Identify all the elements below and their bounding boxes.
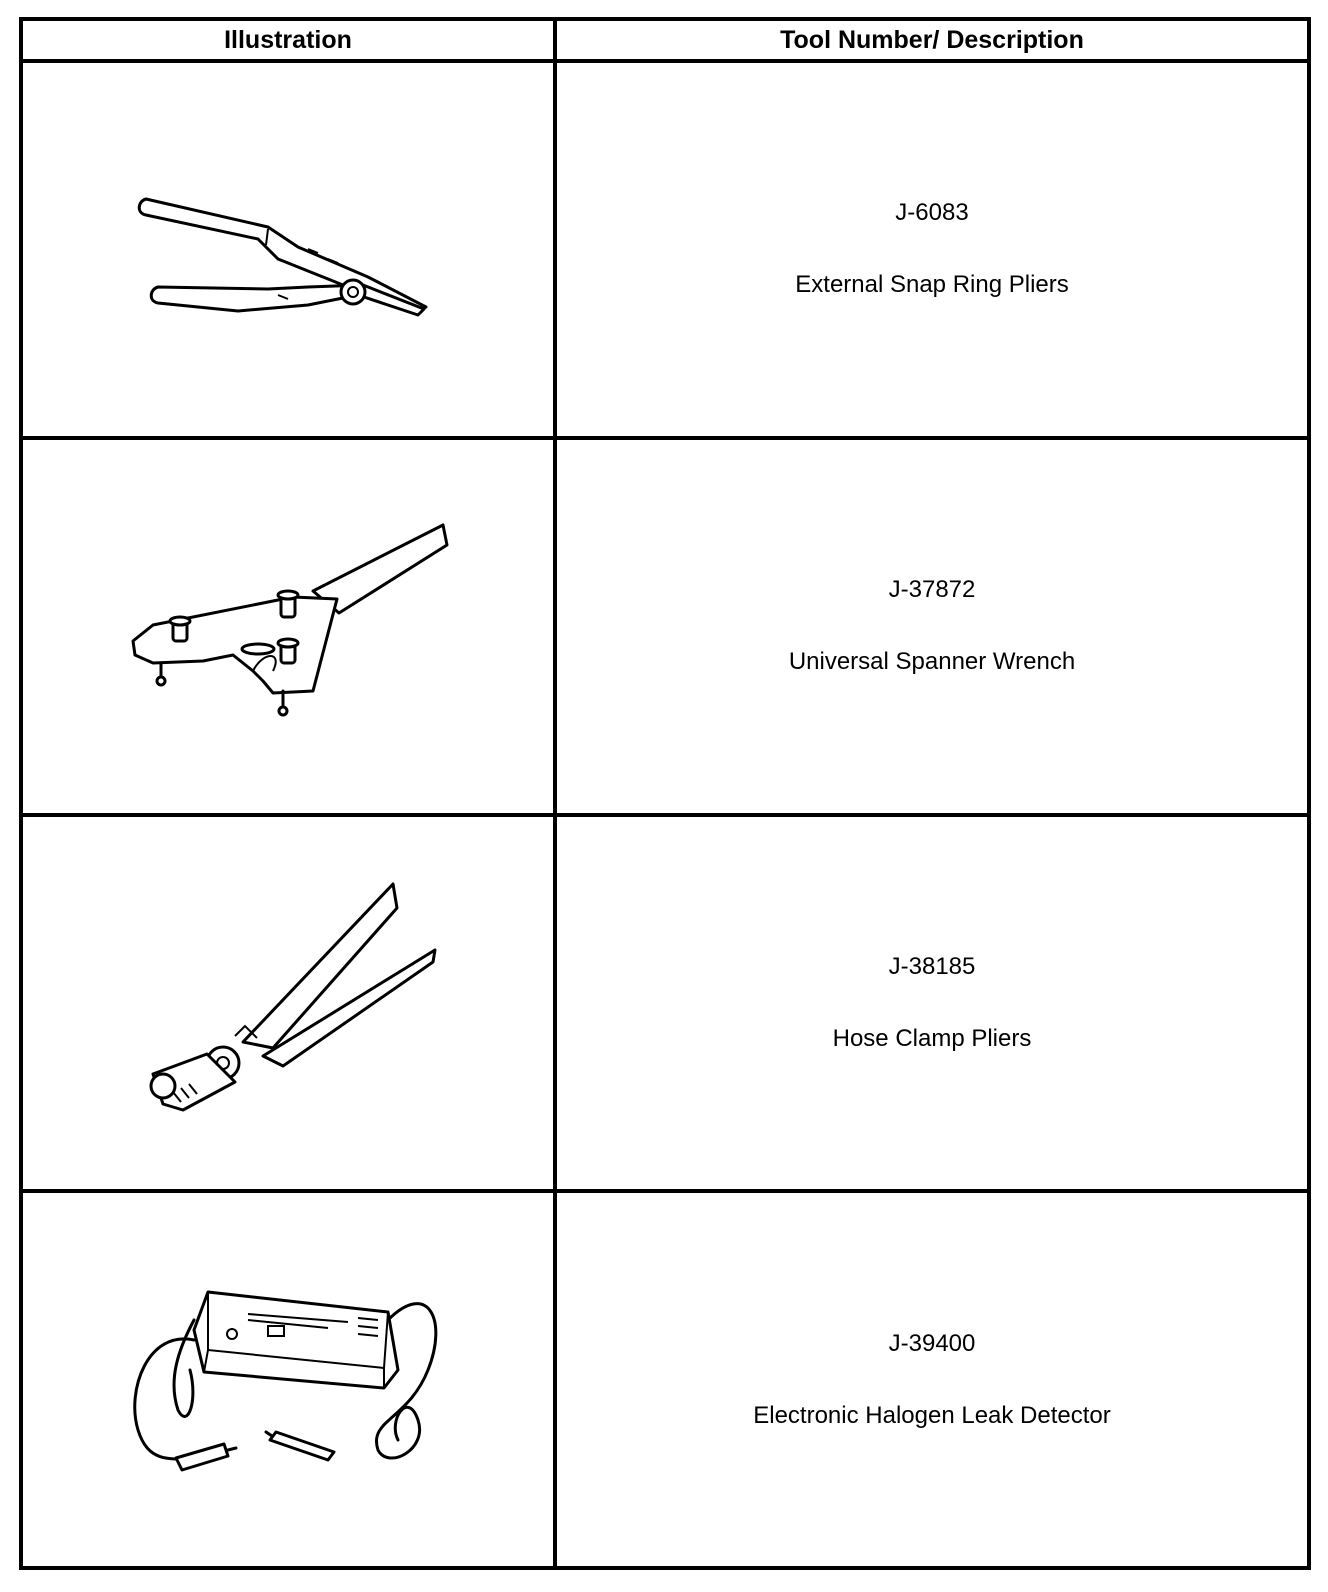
illustration-cell — [21, 1191, 555, 1568]
description-cell — [555, 61, 1309, 438]
tool-number: J-39400 — [888, 1329, 976, 1357]
table-row — [21, 438, 1309, 815]
header-illustration: Illustration — [21, 19, 555, 61]
tool-table — [19, 17, 1311, 1570]
tool-description: Hose Clamp Pliers — [832, 1024, 1032, 1052]
tool-number: J-38185 — [888, 952, 976, 980]
description-cell — [555, 1191, 1309, 1568]
tool-description: Electronic Halogen Leak Detector — [753, 1401, 1111, 1429]
tool-description: External Snap Ring Pliers — [795, 271, 1069, 299]
snap-ring-pliers-icon — [118, 169, 458, 329]
table-row — [21, 1191, 1309, 1568]
spanner-wrench-icon — [113, 521, 463, 731]
table-row — [21, 815, 1309, 1192]
tool-number: J-37872 — [888, 576, 976, 604]
tool-number: J-6083 — [895, 199, 969, 227]
hose-clamp-pliers-icon — [123, 878, 453, 1128]
illustration-cell — [21, 815, 555, 1192]
header-tool-number-description: Tool Number/ Description — [555, 19, 1309, 61]
tool-description: Universal Spanner Wrench — [788, 648, 1076, 676]
illustration-cell — [21, 61, 555, 438]
description-cell — [555, 815, 1309, 1192]
leak-detector-icon — [128, 1280, 448, 1480]
description-cell — [555, 438, 1309, 815]
table-row — [21, 61, 1309, 438]
header-row — [21, 19, 1309, 61]
illustration-cell — [21, 438, 555, 815]
